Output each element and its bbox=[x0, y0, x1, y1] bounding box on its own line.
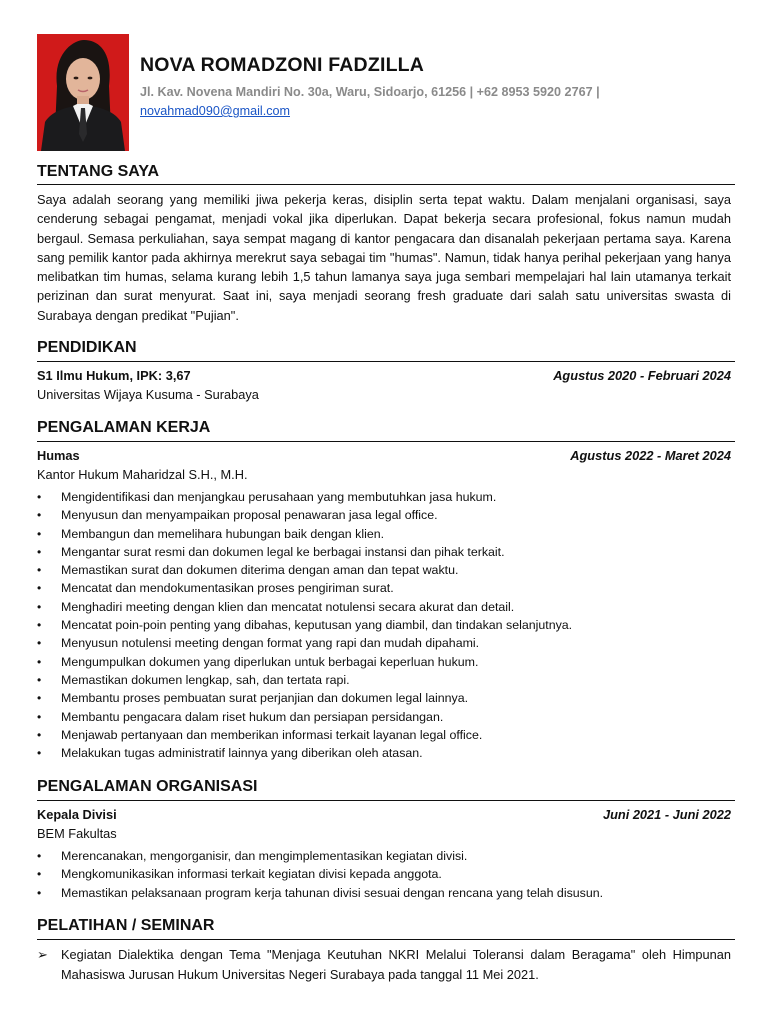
bullet-icon: • bbox=[37, 544, 42, 559]
bullet-icon: • bbox=[37, 526, 42, 541]
list-item bbox=[37, 579, 731, 597]
organization-role: Kepala Divisi bbox=[37, 807, 117, 822]
about-paragraph: Saya adalah seorang yang memiliki jiwa pekerja keras, disiplin serta tepat waktu. Dalam menjalani organisasi, saya cenderung sebagai pengamat, menjadi vokal jika diperlukan. Dapat bekerja secara profesional, fokus namun mudah bergaul. Semasa perkuliahan, saya sempat magang di kantor pengacara dan disanalah pekerjaan pertama saya. Karena sang pemilik kantor pada akhirnya merekrut saya sebagai tim "humas". Namun, tidak hanya perihal pekerjaan yang hanya melibatkan tim humas, selama kurang lebih 1,5 tahun lamanya saya juga sembari mempelajari hal lain utamanya terkait perizinan dan surat menyurat. Saat ini, saya menjadi seorang fresh graduate dari salah satu universitas swasta di Surabaya dengan predikat "Pujian". bbox=[37, 192, 731, 323]
list-item-text: Memastikan surat dan dokumen diterima dengan aman dan tepat waktu. bbox=[61, 563, 459, 578]
organization-period: Juni 2021 - Juni 2022 bbox=[602, 807, 731, 822]
list-item bbox=[37, 634, 731, 652]
list-item-text: Mencatat dan mendokumentasikan proses pengiriman surat. bbox=[61, 581, 394, 596]
bullet-icon: • bbox=[37, 618, 42, 633]
candidate-name: NOVA ROMADZONI FADZILLA bbox=[140, 54, 425, 76]
list-item bbox=[37, 543, 731, 561]
bullet-icon: • bbox=[37, 636, 42, 651]
bullet-icon: • bbox=[37, 654, 42, 669]
bullet-icon: • bbox=[37, 867, 42, 882]
list-item bbox=[37, 616, 731, 634]
list-item-text: Menyusun notulensi meeting dengan format yang rapi dan mudah dipahami. bbox=[61, 636, 480, 651]
portrait-image bbox=[37, 34, 129, 151]
list-item bbox=[37, 865, 731, 883]
list-item bbox=[37, 744, 731, 762]
list-item-text: Menghadiri meeting dengan klien dan mencatat notulensi secara akurat dan detail. bbox=[61, 599, 515, 614]
organization-duties-list bbox=[37, 847, 731, 902]
work-period: Agustus 2022 - Maret 2024 bbox=[570, 448, 731, 463]
section-title-education: PENDIDIKAN bbox=[37, 339, 137, 356]
profile-photo bbox=[37, 34, 129, 151]
section-divider bbox=[37, 361, 735, 362]
bullet-icon: • bbox=[37, 849, 42, 863]
organization-name: BEM Fakultas bbox=[37, 826, 117, 841]
education-period: Agustus 2020 - Februari 2024 bbox=[553, 368, 731, 383]
bullet-icon: • bbox=[37, 599, 42, 614]
work-role: Humas bbox=[37, 448, 80, 463]
bullet-icon: • bbox=[37, 691, 42, 706]
list-item bbox=[37, 689, 731, 707]
training-item bbox=[37, 945, 731, 984]
list-item-text: Memastikan dokumen lengkap, sah, dan tertata rapi. bbox=[61, 672, 350, 687]
list-item-text: Mengidentifikasi dan menjangkau perusahaan yang membutuhkan jasa hukum. bbox=[61, 490, 497, 504]
list-item-text: Memastikan pelaksanaan program kerja tahunan divisi sesuai dengan rencana yang telah disusun. bbox=[61, 885, 604, 900]
list-item bbox=[37, 506, 731, 524]
section-divider bbox=[37, 800, 735, 801]
list-item-text: Mengkomunikasikan informasi terkait kegiatan divisi kepada anggota. bbox=[61, 867, 442, 882]
work-company: Kantor Hukum Maharidzal S.H., M.H. bbox=[37, 467, 248, 482]
list-item-text: Menyusun dan menyampaikan proposal penawaran jasa legal office. bbox=[61, 508, 438, 523]
email-link[interactable]: novahmad090@gmail.com bbox=[140, 104, 290, 118]
section-divider bbox=[37, 441, 735, 442]
list-item bbox=[37, 598, 731, 616]
list-item-text: Melakukan tugas administratif lainnya yang diberikan oleh atasan. bbox=[61, 746, 423, 761]
section-divider bbox=[37, 939, 735, 940]
list-item bbox=[37, 726, 731, 744]
list-item-text: Merencanakan, mengorganisir, dan mengimplementasikan kegiatan divisi. bbox=[61, 849, 468, 863]
contact-info: Jl. Kav. Novena Mandiri No. 30a, Waru, Sidoarjo, 61256 | +62 8953 5920 2767 | bbox=[140, 85, 600, 99]
section-title-work: PENGALAMAN KERJA bbox=[37, 419, 211, 436]
section-title-about: TENTANG SAYA bbox=[37, 163, 160, 180]
list-item bbox=[37, 561, 731, 579]
list-item bbox=[37, 653, 731, 671]
list-item-text: Membantu pengacara dalam riset hukum dan persiapan persidangan. bbox=[61, 709, 444, 724]
list-item bbox=[37, 671, 731, 689]
list-item-text: Mengumpulkan dokumen yang diperlukan untuk berbagai keperluan hukum. bbox=[61, 654, 479, 669]
list-item-text: Membantu proses pembuatan surat perjanjian dan dokumen legal lainnya. bbox=[61, 691, 469, 706]
section-title-organization: PENGALAMAN ORGANISASI bbox=[37, 778, 258, 795]
section-divider bbox=[37, 184, 735, 185]
list-item bbox=[37, 525, 731, 543]
list-item bbox=[37, 884, 731, 902]
bullet-icon: • bbox=[37, 581, 42, 596]
bullet-icon: • bbox=[37, 709, 42, 724]
list-item-text: Membangun dan memelihara hubungan baik dengan klien. bbox=[61, 526, 385, 541]
training-item-text: Kegiatan Dialektika dengan Tema "Menjaga Keutuhan NKRI Melalui Toleransi dalam Beragama" oleh Himpunan Mahasiswa Jurusan Hukum Universitas Negeri Surabaya pada tanggal 11 Mei 2021. bbox=[61, 947, 731, 982]
bullet-icon: • bbox=[37, 563, 42, 578]
education-degree: S1 Ilmu Hukum, IPK: 3,67 bbox=[37, 368, 191, 383]
work-duties-list bbox=[37, 488, 731, 762]
bullet-icon: • bbox=[37, 727, 42, 742]
bullet-icon: • bbox=[37, 885, 42, 900]
list-item bbox=[37, 488, 731, 506]
bullet-icon: • bbox=[37, 746, 42, 761]
section-title-training: PELATIHAN / SEMINAR bbox=[37, 917, 215, 934]
list-item bbox=[37, 708, 731, 726]
bullet-icon: • bbox=[37, 508, 42, 523]
list-item-text: Mengantar surat resmi dan dokumen legal ke berbagai instansi dan pihak terkait. bbox=[61, 544, 505, 559]
education-header-row bbox=[37, 368, 731, 386]
work-header-row bbox=[37, 448, 731, 466]
bullet-icon: • bbox=[37, 672, 42, 687]
bullet-icon: • bbox=[37, 490, 42, 504]
list-item bbox=[37, 847, 731, 865]
arrow-bullet-icon: ➢ bbox=[37, 947, 48, 962]
education-school: Universitas Wijaya Kusuma - Surabaya bbox=[37, 387, 259, 402]
list-item-text: Mencatat poin-poin penting yang dibahas, keputusan yang diambil, dan tindakan selanjutnya. bbox=[61, 618, 573, 633]
list-item-text: Menjawab pertanyaan dan memberikan informasi terkait layanan legal office. bbox=[61, 727, 483, 742]
organization-header-row bbox=[37, 807, 731, 825]
